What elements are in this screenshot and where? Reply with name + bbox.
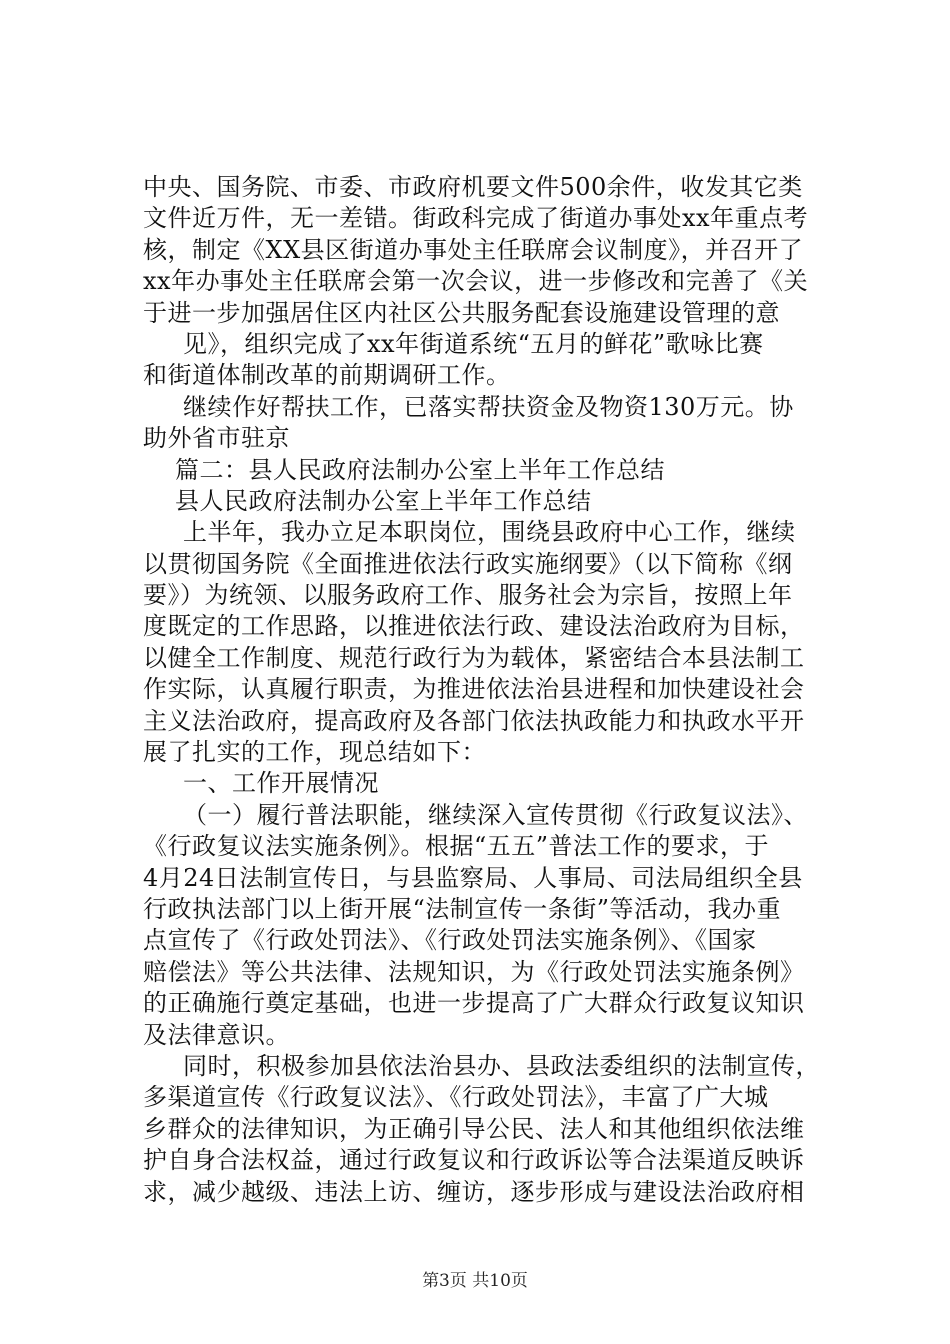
- text-line: 多渠道宣传《行政复议法》、《行政处罚法》，丰富了广大城: [143, 1083, 769, 1112]
- page-number-label: 第3页 共10页: [422, 1271, 528, 1291]
- subsection-heading: 一、工作开展情况: [183, 769, 379, 798]
- text-line: 4月24日法制宣传日，与县监察局、人事局、司法局组织全县: [143, 863, 803, 892]
- text-line: 乡群众的法律知识，为正确引导公民、法人和其他组织依法维: [143, 1114, 805, 1143]
- text-line: 要》）为统领、以服务政府工作、服务社会为宗旨，按照上年: [143, 581, 793, 610]
- text-line: 展了扎实的工作，现总结如下：: [143, 738, 486, 767]
- text-line: 文件近万件，无一差错。街政科完成了街道办事处xx年重点考: [143, 204, 809, 233]
- text-line: 的正确施行奠定基础，也进一步提高了广大群众行政复议知识: [143, 989, 805, 1018]
- text-line: 以健全工作制度、规范行政行为为载体，紧密结合本县法制工: [143, 643, 805, 672]
- text-line: 《行政复议法实施条例》。根据“五五”普法工作的要求，于: [143, 832, 770, 861]
- text-line: 助外省市驻京: [143, 424, 290, 453]
- text-line: 行政执法部门以上街开展“法制宣传一条街”等活动，我办重: [143, 894, 782, 923]
- text-line: 求，减少越级、违法上访、缠访，逐步形成与建设法治政府相: [143, 1177, 805, 1206]
- document-body: [143, 172, 833, 1208]
- page-footer: [0, 1270, 950, 1292]
- text-line: （一）履行普法职能，继续深入宣传贯彻《行政复议法》、: [183, 800, 808, 829]
- text-line: 同时，积极参加县依法治县办、县政法委组织的法制宣传，: [183, 1051, 820, 1080]
- text-line: 和街道体制改革的前期调研工作。: [143, 361, 511, 390]
- text-line: 赔偿法》等公共法律、法规知识，为《行政处罚法实施条例》: [143, 957, 805, 986]
- section-heading: 篇二：县人民政府法制办公室上半年工作总结: [175, 455, 665, 484]
- text-line: 作实际，认真履行职责，为推进依法治县进程和加快建设社会: [143, 675, 805, 704]
- text-line: 度既定的工作思路，以推进依法行政、建设法治政府为目标，: [143, 612, 805, 641]
- text-line: 及法律意识。: [143, 1020, 290, 1049]
- text-line: 上半年，我办立足本职岗位，围绕县政府中心工作，继续: [183, 518, 796, 547]
- text-line: 点宣传了《行政处罚法》、《行政处罚法实施条例》、《国家: [143, 926, 757, 955]
- text-line: 主义法治政府，提高政府及各部门依法执政能力和执政水平开: [143, 706, 805, 735]
- text-line: 继续作好帮扶工作，已落实帮扶资金及物资130万元。协: [183, 392, 794, 421]
- text-line: xx年办事处主任联席会第一次会议，进一步修改和完善了《关: [143, 267, 809, 296]
- text-line: 于进一步加强居住区内社区公共服务配套设施建设管理的意: [143, 298, 780, 327]
- text-line: 以贯彻国务院《全面推进依法行政实施纲要》（以下简称《纲: [143, 549, 793, 578]
- text-line: 中央、国务院、市委、市政府机要文件500余件，收发其它类: [143, 173, 803, 201]
- document-title: 县人民政府法制办公室上半年工作总结: [175, 486, 592, 515]
- text-line: 护自身合法权益，通过行政复议和行政诉讼等合法渠道反映诉: [143, 1146, 805, 1175]
- text-line: 核，制定《XX县区街道办事处主任联席会议制度》，并召开了: [143, 235, 804, 264]
- text-line: 见》，组织完成了xx年街道系统“五月的鲜花”歌咏比赛: [183, 329, 764, 358]
